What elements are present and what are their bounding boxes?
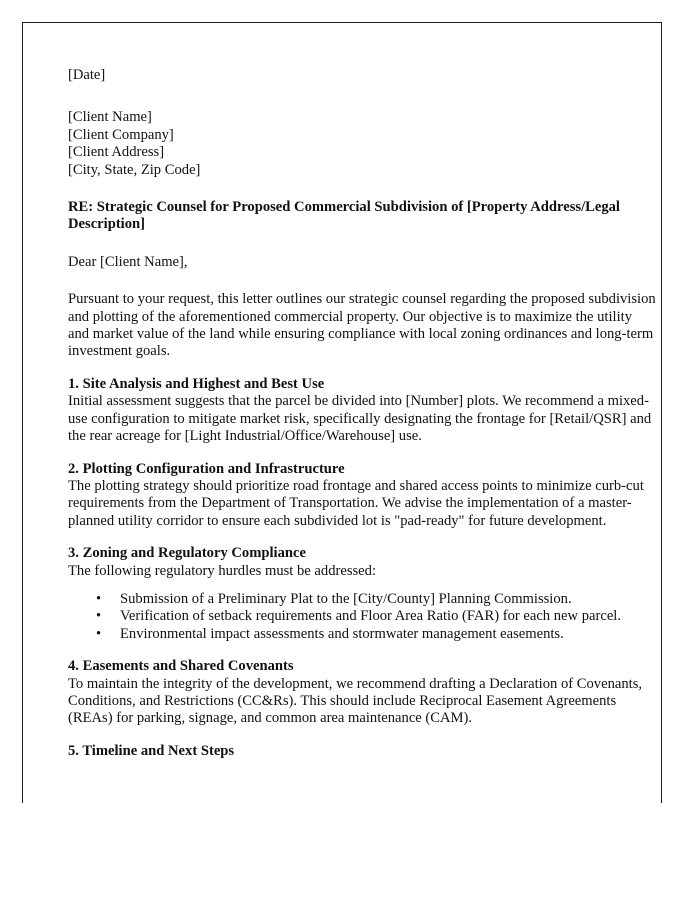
subject-line: RE: Strategic Counsel for Proposed Commercial Subdivision of [Property Address/Legal Description] [68, 199, 620, 233]
spacer-before-section-5 [68, 728, 656, 743]
list-item: • Verification of setback requirements and Floor Area Ratio (FAR) for each new parcel. [108, 608, 656, 625]
salutation: Dear [Client Name], [68, 253, 188, 270]
list-item: • Submission of a Preliminary Plat to the [City/County] Planning Commission. [108, 591, 656, 608]
opening-paragraph: Pursuant to your request, this letter outlines our strategic counsel regarding the proposed subdivision and plotting of the aforementioned commercial property. Our objective is to maximize the utility and market value of the land while ensuring compliance with local zoning ordinances and long-term investment goals. [68, 291, 656, 360]
section-3 [68, 545, 656, 643]
section-5-heading: 5. Timeline and Next Steps [68, 742, 235, 759]
recipient-city-state-zip: [City, State, Zip Code] [68, 161, 201, 178]
spacer-before-section-2 [68, 446, 656, 461]
section-1 [68, 376, 656, 446]
spacer-before-section-4 [68, 643, 656, 658]
recipient-company: [Client Company] [68, 126, 174, 143]
section-1-body: Initial assessment suggests that the parcel be divided into [Number] plots. We recommend a mixed-use configuration to mitigate market risk, specifically designating the frontage for [Retail/QSR] and the rear acreage for [Light Industrial/Office/Warehouse] use. [68, 393, 652, 445]
spacer-after-date [68, 84, 656, 109]
recipient-address: [Client Address] [68, 144, 165, 161]
section-3-heading: 3. Zoning and Regulatory Compliance [68, 545, 306, 562]
spacer-after-subject [68, 234, 656, 254]
document-page [22, 22, 662, 803]
spacer-before-section-3 [68, 530, 656, 545]
spacer-before-section-1 [68, 361, 656, 376]
section-5 [68, 743, 656, 760]
spacer-before-bullets [68, 580, 656, 591]
section-2-heading: 2. Plotting Configuration and Infrastructure [68, 460, 345, 477]
recipient-name: [Client Name] [68, 109, 152, 126]
spacer-after-salutation [68, 271, 656, 291]
recipient-address-block [68, 109, 656, 179]
section-4 [68, 658, 656, 728]
section-4-heading: 4. Easements and Shared Covenants [68, 658, 294, 675]
date-line: [Date] [68, 67, 106, 83]
regulatory-hurdles-list [68, 591, 656, 643]
section-3-body: The following regulatory hurdles must be addressed: [68, 562, 377, 579]
section-1-heading: 1. Site Analysis and Highest and Best Use [68, 375, 325, 392]
section-2-body: The plotting strategy should prioritize road frontage and shared access points to minimize curb-cut requirements from the Department of Transportation. We advise the implementation of a master-planned utility corridor to ensure each subdivided lot is "pad-ready" for future development. [68, 477, 644, 529]
list-item: • Environmental impact assessments and stormwater management easements. [108, 626, 656, 643]
spacer-after-address [68, 179, 656, 199]
section-4-body: To maintain the integrity of the development, we recommend drafting a Declaration of Covenants, Conditions, and Restrictions (CC&Rs). This should include Reciprocal Easement Agreements (REAs) for parking, signage, and common area maintenance (CAM). [68, 675, 643, 727]
letter-body [68, 67, 656, 760]
section-2 [68, 461, 656, 531]
